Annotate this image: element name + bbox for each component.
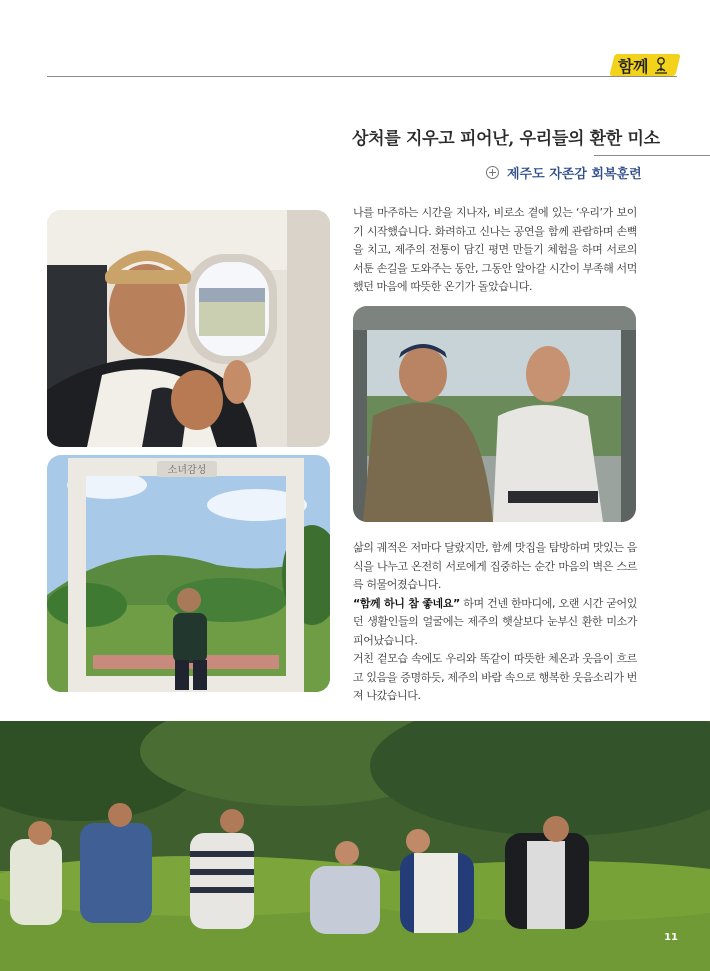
page-number: 11 <box>664 932 678 943</box>
paragraph-body <box>353 539 637 706</box>
article-title: 상처를 지우고 피어난, 우리들의 환한 미소 <box>352 129 660 149</box>
sign-text: 소녀감성 <box>167 465 207 476</box>
paragraph-3 <box>353 595 637 651</box>
paragraph-2: 삶의 궤적은 저마다 달랐지만, 함께 맛집을 탐방하며 맛있는 음식을 나누고 온전히 서로에게 집중하는 순간 마음의 벽은 스르륵 허물어졌습니다. <box>353 541 637 591</box>
subtitle-text: 제주도 자존감 회복훈련 <box>507 167 642 182</box>
photo-photo-frame <box>47 455 330 692</box>
paragraph-1: 나를 마주하는 시간을 지나자, 비로소 곁에 있는 ‘우리’가 보이기 시작했습니다. 화려하고 신나는 공연을 함께 관람하며 손뼉을 치고, 제주의 전통이 담긴 평면 만들기 체험을 하며 서로의 서툰 손길을 도와주는 동안, 그동안 알아갈 시간이 부족해 서먹했던 마음에 따뜻한 온기가 돌았습니다. <box>353 206 637 293</box>
paragraph-3-text: 하며 건넨 한마디에, 오랜 시간 굳어있던 생활인들의 얼굴에는 제주의 햇살보다 눈부신 환한 미소가 피어났습니다. <box>353 596 637 647</box>
title-rule <box>594 155 710 156</box>
section-label: 함께 <box>618 56 648 76</box>
article-subtitle <box>486 163 642 182</box>
header-rule <box>47 76 677 77</box>
flower-icon <box>652 55 670 75</box>
quote-text: “함께 하니 참 좋네요” <box>353 596 460 610</box>
photo-cart-ride <box>353 306 636 522</box>
section-tag <box>618 52 670 78</box>
paragraph-intro <box>353 204 637 297</box>
photo-tea-field-group <box>0 721 710 971</box>
photo-airplane <box>47 210 330 447</box>
paragraph-4: 거친 겉모습 속에도 우리와 똑같이 따뜻한 체온과 웃음이 흐르고 있음을 증명하듯, 제주의 바람 속으로 행복한 웃음소리가 번져 나갔습니다. <box>353 652 637 702</box>
circle-plus-icon <box>486 166 499 179</box>
